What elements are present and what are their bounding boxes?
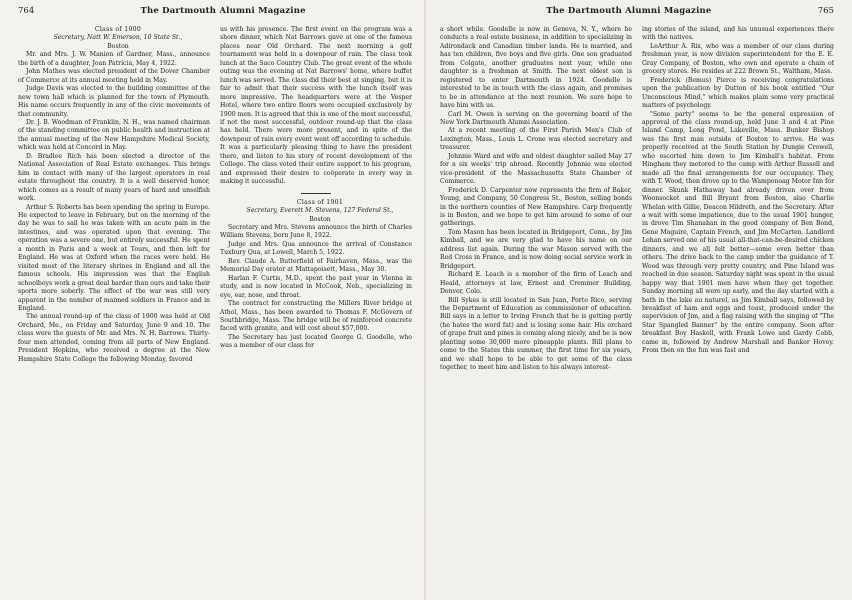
paragraph: Rev. Claude A. Butterfield of Fairhaven, Mass., was the Memorial Day orator at Mattapoisett, Mass., May 30.	[220, 257, 412, 274]
paragraph: D. Bradlee Rich has been elected a director of the National Association of Real Estate exchanges. This brings him in contact with many of the largest operators in real estate throughout the country. It is a well deserved honor, which comes as a result of many years of hard and unselfish work.	[18, 152, 210, 203]
left-columns	[18, 26, 412, 596]
paragraph: us with his presence. The first event on the program was a shore dinner, which Nat Barrows gave at one of the famous places near Old Orchard. The next morning a golf tournament was held in a downpour of rain. The class took lunch at the Saco Country Club. The great event of the whole outing was the evening at Nat Barrows' home, where buffet lunch was served. The class did their best at singing, but it is fair to admit that their success with the lunch itself was more impressive. The headquarters were at the Vesper Hotel, where two entire floors were occupied exclusively by 1900 men. It is agreed that this is one of the most successful, if not the most successful, outdoor round-up that the class has held. There were more present, and in spite of the downpour of rain every event went off according to schedule. It was a particularly pleasing thing to have the president there, and listen to his story of recent development of the College. The class voted their entire support to his program, and expressed their desire to coöperate in every way in making it successful.	[220, 26, 412, 186]
right-running-title: The Dartmouth Alumni Magazine	[546, 6, 712, 16]
paragraph: LeArthur A. Rix, who was a member of our class during freshman year, is now division superintendent for the E. E. Gray Company, of Boston, who own and operate a chain of grocery stores. He resides at 222 Brown St., Waltham, Mass.	[642, 42, 834, 76]
left-page-number: 764	[18, 6, 35, 16]
paragraph: John Mathes was elected president of the Dover Chamber of Commerce at its annual meeting held in May.	[18, 68, 210, 84]
paragraph: Secretary and Mrs. Stevens announce the birth of Charles William Stevens, born June 8, 1922.	[220, 223, 412, 240]
right-column-2	[642, 26, 834, 596]
right-column-1	[440, 26, 632, 596]
secretary-city-1901: Boston	[309, 215, 331, 223]
paragraph: Judge and Mrs. Qua announce the arrival of Constance Tuxbury Qua, at Lowell, March 5, 1922.	[220, 240, 412, 257]
paragraph: Johnnie Ward and wife and oldest daughter sailed May 27 for a six weeks' trip abroad. Recently Johnnie was elected vice-president of the Massachusetts State Chamber of Commerce.	[440, 152, 632, 186]
class-head-1901: Class of 1901	[296, 198, 344, 206]
right-page	[426, 0, 852, 600]
paragraph: "Some party" seems to be the general expression of approval of the class round-up, held June 3 and 4 at Pine Island Camp, Long Pond, Lakeville, Mass. Bunker Bishop was the first man outside of Boston to arrive. He was properly received at the South Station by Dungie Crowell, who escorted him down to Jim Kimball's habitat. From Hingham they motored to the camp with Arthur Russell and made all the final arrangements for our occupancy. They, with T. Wood, then drove up to the Wamponoag Motor Inn for dinner. Skunk Hathaway had already driven over from Woonsocket and Bill Bryant from Boston, also Charlie Whelan with Gillie, Deacon Hildreth, and the Secretary. After a wait with some impatience, due to the usual 1901 hunger, in drove Tim Shanahan in the good company of Ben Bond, Gene Maguire, Captain French, and Jim McCarten. Landlord Lehan served one of his usual all-that-can-be-desired chicken dinners, and we all felt better—some even better than others. The drive back to the camp under the guidance of T. Wood was through very pretty country, and Pine Island was reached in due season. Saturday night was spent in the usual happy way that 1901 men have when they get together. Sunday morning all were up early, and the day started with a bath in the lake au naturel, as Jim Kimball says, followed by breakfast of ham and eggs and toast, produced under the supervision of Jim, and a flag raising with the singing of "The Star Spangled Banner" by the entire company. Soon after breakfast Boy Haskell, with Frank Lowe and Gardy Cobb, came in, followed by Andrew Marshall and Banker Hovey. From then on the fun was fast and	[642, 110, 834, 355]
paragraph: The contract for constructing the Millers River bridge at Athol, Mass., has been awarded to Thomas F. McGovern of Southbridge, Mass. The bridge will be of reinforced concrete faced with granite, and will cost about $57,000.	[220, 300, 412, 333]
paragraph: Richard E. Leach is a member of the firm of Leach and Heald, attorneys at law, Ernest and Cremmer Building, Denver, Colo.	[440, 271, 632, 296]
paragraph: Frederick (Bemus) Pierce is receiving congratulations upon the publication by Dutton of his book entitled "Our Unconscious Mind," which makes plain some very practical matters of psychology.	[642, 76, 834, 110]
secretary-line-1900: Secretary, Natt W. Emerson, 10 State St.,	[53, 34, 183, 42]
paragraph: ing stories of the island, and his unusual experiences there with the natives.	[642, 26, 834, 42]
paragraph: Judge Davis was elected to the building committee of the new town hall which is planned for the town of Plymouth. His name occurs frequently in any of the civic movements of that community.	[18, 85, 210, 118]
paragraph: a short while. Goodelle is now in Geneva, N. Y., where he conducts a real estate business, in addition to specializing in Adirondack and Canadian timber lands. He is married, and has ten children, five boys and five girls. One son graduated from Colgate, another graduates next year, while one daughter is a freshman at Smith. The next oldest son is registered to enter Dartmouth in 1924. Goodelle is interested to be in touch with the class again, and promises to be in attendance at the next reunion. We sure hope to have him with us.	[440, 26, 632, 110]
paragraph: Harlan F. Curtis, M.D., spent the past year in Vienna in study, and is now located in McCook, Neb., specializing in eye, ear, nose, and throat.	[220, 274, 412, 299]
paragraph: Mr. and Mrs. J. W. Manion of Gardner, Mass., announce the birth of a daughter, Joan Patricia, May 4, 1922.	[18, 51, 210, 67]
paragraph: Bill Sykes is still located in San Juan, Porto Rico, serving the Department of Education as commissioner of education. Bill says in a letter to Irving French that he is getting portly (he hates the word fat) and is losing some hair. His orchard of grape fruit and pines is coming along nicely, and he is now planting some 30,000 more pineapple plants. Bill plans to come to the States this summer, the first time for six years, and we shall hope to be able to get some of the class together, to meet him and listen to his always interest-	[440, 296, 632, 372]
paragraph: The Secretary has just located George G. Goodelle, who was a member of our class for	[220, 333, 412, 350]
paragraph: Carl M. Owen is serving on the governing board of the New York Dartmouth Alumni Association.	[440, 110, 632, 126]
paragraph: Tom Mason has been located in Bridgeport, Conn., by Jim Kimball, and we are very glad to have his name on our address list again. During the war Mason served with the Red Cross in France, and is now doing social service work in Bridgeport.	[440, 228, 632, 270]
section-divider	[301, 193, 331, 194]
right-columns	[440, 26, 834, 596]
left-running-title: The Dartmouth Alumni Magazine	[140, 6, 306, 16]
paragraph: Dr. J. B. Woodman of Franklin, N. H., was named chairman of the standing committee on public health and instruction at the annual meeting of the New Hampshire Medical Society, which was held at Concord in May.	[18, 118, 210, 152]
right-running-head	[440, 6, 834, 20]
left-column-1	[18, 26, 210, 596]
secretary-city-1900: Boston	[107, 42, 129, 50]
right-page-number: 765	[817, 6, 834, 16]
left-column-2	[220, 26, 412, 596]
paragraph: Frederick D. Carpenter now represents the firm of Baker, Young, and Company, 50 Congress St., Boston, selling bonds in the northern counties of New Hampshire. Carp frequently is in Boston, and we hope to get him around to some of our gatherings.	[440, 186, 632, 228]
paragraph: Arthur S. Roberts has been spending the spring in Europe. He expected to leave in February, but on the morning of the day he was to sail he was taken with an acute pain in the intestines, and was operated upon that evening. The operation was a severe one, but entirely successful. He spent a month in Paris and a week at Tours, and then left for England. He was at Oxford when the races were held. He visited most of the literary shrines in England and all the famous schools. His impression was that the English schoolboys work a great deal harder than ours and take their sports more soberly. The effect of the war was still very apparent in the number of maimed soldiers in France and in England.	[18, 203, 210, 312]
paragraph: At a recent meeting of the First Parish Men's Club of Lexington, Mass., Louis L. Crone was elected secretary and treasurer.	[440, 127, 632, 152]
class-head-1900: Class of 1900	[94, 26, 142, 33]
secretary-line-1901: Secretary, Everett M. Stevens, 127 Federal St.,	[246, 207, 394, 215]
left-running-head	[18, 6, 412, 20]
paragraph: The annual round-up of the class of 1900 was held at Old Orchard, Me., on Friday and Saturday, June 9 and 10. The class were the guests of Mr. and Mrs. N. H. Barrows. Thirty-four men attended, coming from all parts of New England. President Hopkins, who received a degree at the New Hampshire State College the following Monday, favored	[18, 313, 210, 363]
